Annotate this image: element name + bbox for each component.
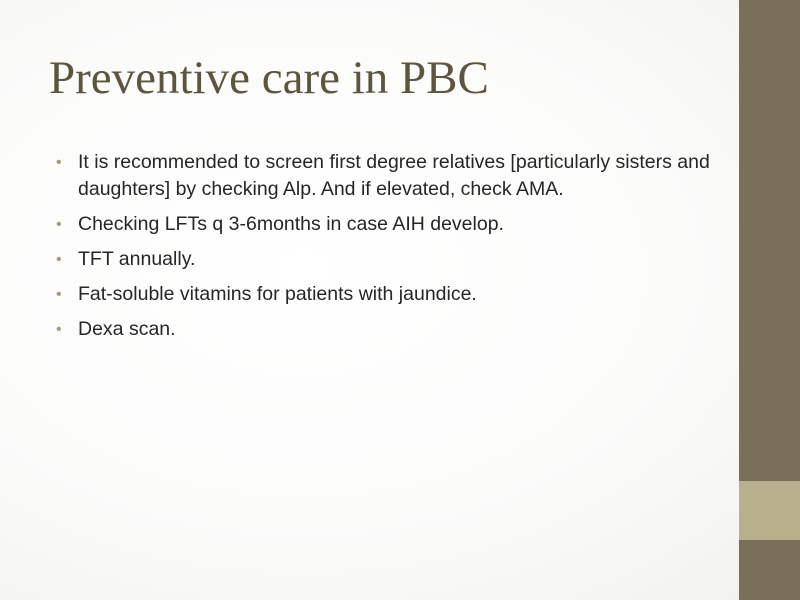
bullet-text: TFT annually.: [78, 248, 196, 270]
bullet-text: Checking LFTs q 3-6months in case AIH develop.: [78, 213, 504, 235]
bullet-list: [56, 149, 716, 351]
side-decoration-accent: [739, 481, 800, 540]
bullet-item-lfts: [56, 211, 716, 238]
bullet-dot-icon: •: [56, 251, 62, 268]
slide-title: Preventive care in PBC: [49, 52, 489, 104]
bullet-dot-icon: •: [56, 286, 62, 303]
bullet-item-dexa: [56, 316, 716, 343]
bullet-dot-icon: •: [56, 154, 62, 171]
bullet-text: It is recommended to screen first degree relatives [particularly sisters and daughters] by checking Alp. And if elevated, check AMA.: [78, 151, 710, 200]
bullet-dot-icon: •: [56, 321, 62, 338]
bullet-text: Dexa scan.: [78, 318, 176, 340]
bullet-dot-icon: •: [56, 216, 62, 233]
bullet-item-vitamins: [56, 281, 716, 308]
bullet-item-tft: [56, 246, 716, 273]
bullet-text: Fat-soluble vitamins for patients with jaundice.: [78, 283, 477, 305]
bullet-item-screening: [56, 149, 716, 203]
